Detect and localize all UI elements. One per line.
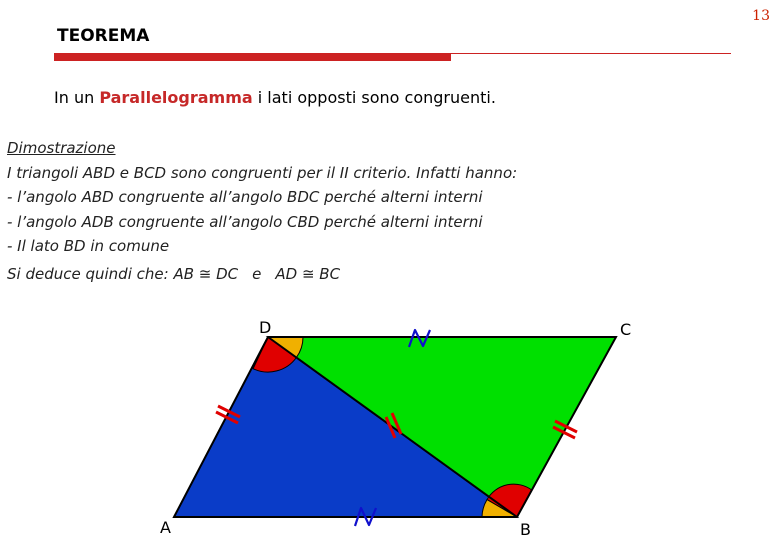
page-number: 13: [752, 8, 770, 24]
proof-line: - l’angolo ABD congruente all’angolo BDC perché alterni interni: [7, 188, 483, 207]
vertex-label-b: B: [520, 520, 531, 539]
conclusion-suffix: AD ≅ BC: [275, 264, 341, 283]
statement-prefix: In un: [54, 88, 100, 107]
page-title: TEOREMA: [57, 26, 150, 46]
proof-heading: Dimostrazione: [7, 139, 116, 157]
conclusion-joiner: e: [252, 264, 262, 283]
statement-suffix: i lati opposti sono congruenti.: [252, 88, 496, 107]
proof-line: - l’angolo ADB congruente all’angolo CBD perché alterni interni: [7, 212, 483, 231]
vertex-label-a: A: [160, 518, 171, 537]
vertex-label-d: D: [259, 318, 272, 337]
conclusion-prefix: Si deduce quindi che: AB ≅ DC: [7, 264, 239, 283]
vertex-label-c: C: [620, 320, 632, 339]
statement-highlight: Parallelogramma: [99, 88, 253, 107]
proof-line: I triangoli ABD e BCD sono congruenti per il II criterio. Infatti hanno:: [7, 163, 518, 182]
proof-line: - Il lato BD in comune: [7, 237, 170, 256]
